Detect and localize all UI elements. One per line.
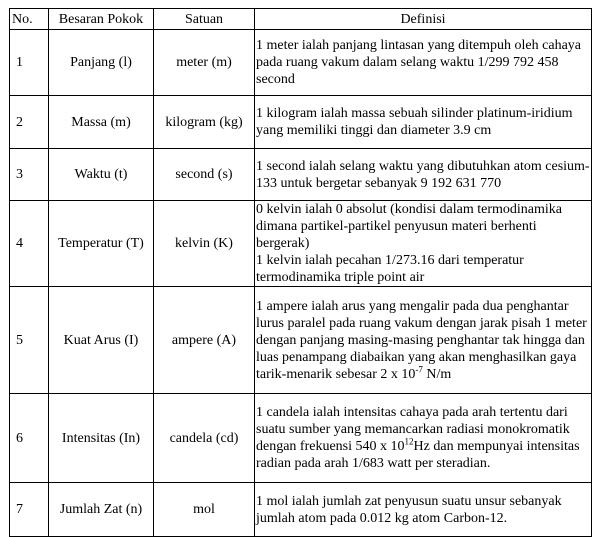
table-row xyxy=(10,483,592,537)
row-besaran: Jumlah Zat (n) xyxy=(49,483,154,537)
table-row xyxy=(10,201,592,287)
table-row xyxy=(10,149,592,201)
definisi-tail: N/m xyxy=(422,366,452,382)
row-definisi: 1 mol ialah jumlah zat penyusun suatu unsur sebanyak jumlah atom pada 0.012 kg atom Carbon-12. xyxy=(255,483,592,537)
row-definisi xyxy=(255,287,592,394)
row-satuan: second (s) xyxy=(154,149,255,201)
row-besaran: Intensitas (In) xyxy=(49,394,154,483)
table-row xyxy=(10,30,592,96)
definisi-tail: Hz dan mempunyai intensitas radian pada arah 1/683 watt per steradian. xyxy=(256,439,580,471)
definisi-text: 1 ampere ialah arus yang mengalir pada dua penghantar lurus paralel pada ruang vakum dengan jarak pisah 1 meter dengan panjang masing-masing penghantar tak hingga dan luas penampang diabaikan yang akan menghasilkan gaya tarik-menarik sebesar 2 x 10 xyxy=(256,298,587,382)
row-definisi: 1 second ialah selang waktu yang dibutuhkan atom cesium-133 untuk bergetar sebanyak 9 192 631 770 xyxy=(255,149,592,201)
row-besaran: Temperatur (T) xyxy=(49,201,154,287)
si-base-units-table xyxy=(9,8,592,537)
definisi-line-1: 0 kelvin ialah 0 absolut (kondisi dalam termodinamika dimana partikel-partikel penyusun materi berhenti bergerak) xyxy=(256,202,562,251)
header-besaran: Besaran Pokok xyxy=(49,9,154,30)
row-definisi xyxy=(255,201,592,287)
table-row xyxy=(10,287,592,394)
row-satuan: kelvin (K) xyxy=(154,201,255,287)
row-besaran: Massa (m) xyxy=(49,96,154,149)
definisi-line-2: 1 kelvin ialah pecahan 1/273.16 dari temperatur termodinamika triple point air xyxy=(256,253,524,285)
row-no: 5 xyxy=(10,287,49,394)
row-satuan: kilogram (kg) xyxy=(154,96,255,149)
row-satuan: meter (m) xyxy=(154,30,255,96)
row-besaran: Waktu (t) xyxy=(49,149,154,201)
row-satuan: candela (cd) xyxy=(154,394,255,483)
table-row xyxy=(10,394,592,483)
row-definisi: 1 kilogram ialah massa sebuah silinder platinum-iridium yang memiliki tinggi dan diameter 3.9 cm xyxy=(255,96,592,149)
row-no: 1 xyxy=(10,30,49,96)
row-no: 7 xyxy=(10,483,49,537)
row-no: 6 xyxy=(10,394,49,483)
table-header-row xyxy=(10,9,592,30)
row-definisi: 1 meter ialah panjang lintasan yang ditempuh oleh cahaya pada ruang vakum dalam selang waktu 1/299 792 458 second xyxy=(255,30,592,96)
row-no: 4 xyxy=(10,201,49,287)
table-row xyxy=(10,96,592,149)
row-satuan: ampere (A) xyxy=(154,287,255,394)
row-satuan: mol xyxy=(154,483,255,537)
header-definisi: Definisi xyxy=(255,9,592,30)
definisi-text: 1 candela ialah intensitas cahaya pada arah tertentu dari suatu sumber yang memancarkan radiasi monokromatik dengan frekuensi 540 x 10 xyxy=(256,405,570,454)
definisi-exponent: 12 xyxy=(404,436,414,447)
header-satuan: Satuan xyxy=(154,9,255,30)
row-no: 2 xyxy=(10,96,49,149)
row-besaran: Panjang (l) xyxy=(49,30,154,96)
row-definisi xyxy=(255,394,592,483)
row-no: 3 xyxy=(10,149,49,201)
header-no: No. xyxy=(10,9,49,30)
definisi-exponent: -7 xyxy=(415,363,423,374)
row-besaran: Kuat Arus (I) xyxy=(49,287,154,394)
